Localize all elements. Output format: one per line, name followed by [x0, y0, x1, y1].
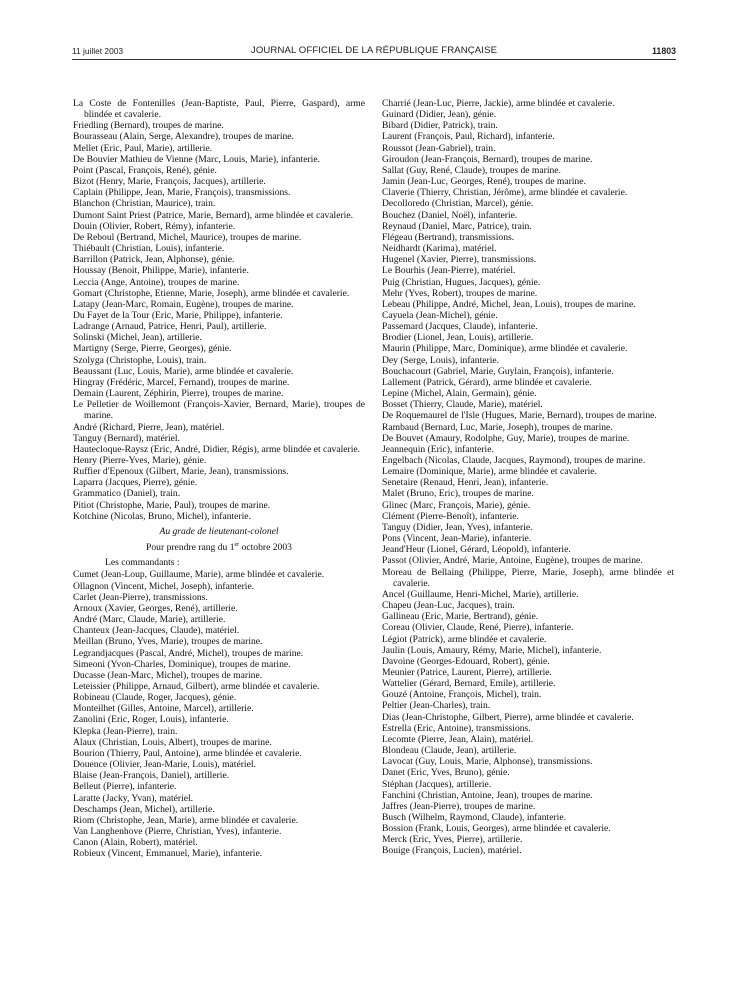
list-item: Meillan (Bruno, Yves, Marie), troupes de marine. [73, 636, 263, 648]
list-item: Bouchez (Daniel, Noël), infanterie. [382, 209, 518, 221]
list-item: Belleut (Pierre), infanterie. [73, 781, 177, 793]
list-item: Robieux (Vincent, Emmanuel, Marie), infanterie. [73, 848, 263, 860]
list-item: Legrandjacques (Pascal, André, Michel), troupes de marine. [73, 647, 304, 659]
list-item: Houssay (Benoit, Philippe, Marie), infanterie. [73, 265, 249, 277]
list-item: Point (Pascal, François, René), génie. [73, 164, 217, 176]
list-item: Mehr (Yves, Robert), troupes de marine. [382, 287, 538, 299]
list-item: Cayuela (Jean-Michel), génie. [382, 309, 498, 321]
header-rule [72, 59, 676, 60]
list-item: Chanteux (Jean-Jacques, Claude), matériel. [73, 625, 240, 637]
list-item: Klepka (Jean-Pierre), train. [73, 725, 178, 737]
list-item: Leteissier (Philippe, Arnaud, Gilbert), arme blindée et cavalerie. [73, 680, 320, 692]
list-item: Tanguy (Bernard), matériel. [73, 432, 180, 444]
list-item: Alaux (Christian, Louis, Albert), troupes de marine. [73, 736, 272, 748]
list-item: Lavocat (Guy, Louis, Marie, Alphonse), transmissions. [382, 756, 593, 768]
list-item: Passot (Olivier, André, Marie, Antoine, Eugène), troupes de marine. [382, 555, 643, 567]
list-item: Engelbach (Nicolas, Claude, Jacques, Raymond), troupes de marine. [382, 455, 646, 466]
list-item: Roussot (Jean-Gabriel), train. [382, 142, 496, 154]
list-item: Coreau (Olivier, Claude, René, Pierre), infanterie. [382, 622, 574, 634]
list-item: Senetaire (Renaud, Henri, Jean), infanterie. [382, 477, 549, 489]
list-item: Gouzé (Antoine, François, Michel), train. [382, 689, 542, 701]
list-item: Caplain (Philippe, Jean, Marie, François), transmissions. [73, 187, 291, 199]
list-item: Jeannequin (Eric), infanterie. [382, 443, 494, 455]
section-date [73, 542, 365, 553]
list-item: Bosset (Thierry, Claude, Marie), matériel. [382, 399, 543, 411]
list-item: Jamin (Jean-Luc, Georges, René), troupes de marine. [382, 176, 586, 188]
list-item: Ladrange (Arnaud, Patrice, Henri, Paul), artillerie. [73, 321, 267, 333]
list-item: Leccia (Ange, Antoine), troupes de marine. [73, 276, 240, 288]
list-item: Guinard (Didier, Jean), génie. [382, 109, 497, 121]
list-item: Demain (Laurent, Zéphirin, Pierre), troupes de marine. [73, 388, 284, 400]
section-group-label: Les commandants : [105, 557, 180, 569]
list-item: Stéphan (Jacques), artillerie. [382, 778, 492, 790]
list-item: De Reboul (Bertrand, Michel, Maurice), troupes de marine. [73, 231, 302, 243]
list-item: Bibard (Didier, Patrick), train. [382, 120, 498, 132]
section-date-suffix: octobre 2003 [239, 542, 292, 554]
list-item: Friedling (Bernard), troupes de marine. [73, 120, 224, 132]
list-item: Claverie (Thierry, Christian, Jérôme), arme blindée et cavalerie. [382, 187, 628, 199]
list-item: Passemard (Jacques, Claude), infanterie. [382, 321, 538, 333]
list-item: Tanguy (Didier, Jean, Yves), infanterie. [382, 521, 533, 533]
list-item: André (Marc, Claude, Marie), artillerie. [73, 614, 226, 626]
journal-title: JOURNAL OFFICIEL DE LA RÉPUBLIQUE FRANÇAISE [250, 45, 498, 56]
list-item: Merck (Eric, Yves, Pierre), artillerie. [382, 834, 523, 846]
list-item: Riom (Christophe, Jean, Marie), arme blindée et cavalerie. [73, 814, 299, 826]
list-item: Busch (Wilhelm, Raymond, Claude), infanterie. [382, 812, 566, 823]
list-item: Canon (Alain, Robert), matériel. [73, 837, 198, 849]
list-item: Pitiot (Christophe, Marie, Paul), troupes de marine. [73, 499, 271, 511]
list-item: Deschamps (Jean, Michel), artillerie. [73, 803, 215, 815]
list-item: Solinski (Michel, Jean), artillerie. [73, 332, 202, 344]
list-item: Lebeau (Philippe, André, Michel, Jean, Louis), troupes de marine. [382, 298, 636, 310]
list-item: Giroudon (Jean-François, Bernard), troupes de marine. [382, 153, 593, 165]
section-date-prefix: Pour prendre rang du 1 [146, 542, 235, 554]
list-item: Reynaud (Daniel, Marc, Patrice), train. [382, 220, 532, 232]
list-item: André (Richard, Pierre, Jean), matériel. [73, 421, 225, 433]
list-item: Ducasse (Jean-Marc, Michel), troupes de marine. [73, 669, 263, 681]
list-item: Latapy (Jean-Marc, Romain, Eugène), troupes de marine. [73, 298, 294, 310]
list-item: Grammatico (Daniel), train. [73, 488, 181, 500]
list-item: Jeand'Heur (Lionel, Gérard, Léopold), infanterie. [382, 544, 571, 556]
list-item: Du Fayet de la Tour (Eric, Marie, Philippe), infanterie. [73, 309, 283, 321]
list-item: Lemaire (Dominique, Marie), arme blindée et cavalerie. [382, 466, 597, 478]
list-item: Glinec (Marc, François, Marie), génie. [382, 499, 531, 511]
list-item: Lecomte (Pierre, Jean, Alain), matériel. [382, 733, 534, 745]
section-date-sup: er [234, 541, 240, 548]
list-item: Jaulin (Louis, Amaury, Rémy, Marie, Michel), infanterie. [382, 644, 602, 656]
list-item: Ancel (Guillaume, Henri-Michel, Marie), artillerie. [382, 588, 579, 600]
list-item: La Coste de Fontenilles (Jean-Baptiste, Paul, Pierre, Gaspard), arme blindée et cavalerie. [73, 98, 365, 121]
list-item: Le Bourhis (Jean-Pierre), matériel. [382, 265, 516, 277]
list-item: Arnoux (Xavier, Georges, René), artillerie. [73, 602, 238, 614]
list-item: Robineau (Claude, Roger, Jacques), génie. [73, 692, 237, 704]
list-item: Szolyga (Christophe, Louis), train. [73, 354, 207, 366]
list-item: Henry (Pierre-Yves, Marie), génie. [73, 455, 207, 466]
list-item: Ollagnon (Vincent, Michel, Joseph), infanterie. [73, 580, 255, 592]
list-item: Decolloredo (Christian, Marcel), génie. [382, 198, 534, 210]
header-date: 11 juillet 2003 [72, 46, 124, 56]
list-item: Laparra (Jacques, Pierre), génie. [73, 477, 198, 489]
list-item: Gomart (Christophe, Etienne, Marie, Joseph), arme blindée et cavalerie. [73, 287, 350, 299]
list-item: Simeoni (Yvon-Charles, Dominique), troupes de marine. [73, 658, 291, 670]
list-item: Légiot (Patrick), arme blindée et cavalerie. [382, 633, 547, 645]
list-item: Douin (Olivier, Robert, Rémy), infanterie. [73, 220, 236, 232]
list-item: Mellet (Eric, Paul, Marie), artillerie. [73, 142, 213, 154]
list-item: Cumet (Jean-Loup, Guillaume, Marie), arme blindée et cavalerie. [73, 569, 325, 581]
right-column [382, 98, 674, 857]
list-item: Sallat (Guy, René, Claude), troupes de marine. [382, 164, 561, 176]
section-title: Au grade de lieutenant-colonel [159, 525, 279, 537]
list-item: Dey (Serge, Louis), infanterie. [382, 354, 500, 366]
list-item: Monteilhet (Gilles, Antoine, Marcel), artillerie. [73, 703, 254, 715]
list-item: Bouchacourt (Gabriel, Marie, Guylain, François), infanterie. [382, 365, 614, 377]
list-item: Chapeu (Jean-Luc, Jacques), train. [382, 600, 515, 612]
list-item: Puig (Christian, Hugues, Jacques), génie. [382, 276, 541, 288]
list-item: Bossion (Frank, Louis, Georges), arme blindée et cavalerie. [382, 823, 611, 835]
list-item: Lepine (Michel, Alain, Germain), génie. [382, 388, 537, 400]
page-number: 11803 [652, 46, 676, 56]
list-item: Hingray (Frédéric, Marcel, Fernand), troupes de marine. [73, 376, 290, 388]
list-item: Brodier (Lionel, Jean, Louis), artillerie. [382, 332, 534, 344]
list-item: Maurin (Philippe, Marc, Dominique), arme blindée et cavalerie. [382, 343, 628, 355]
list-item: Davoine (Georges-Edouard, Robert), génie. [382, 655, 550, 667]
list-item: Martigny (Serge, Pierre, Georges), génie. [73, 343, 232, 355]
list-item: Ruffier d'Epenoux (Gilbert, Marie, Jean), transmissions. [73, 466, 289, 478]
list-item: Blondeau (Claude, Jean), artillerie. [382, 745, 517, 757]
list-item: Bouige (François, Lucien), matériel. [382, 845, 522, 857]
list-item: Carlet (Jean-Pierre), transmissions. [73, 591, 208, 603]
list-item: Barrillon (Patrick, Jean, Alphonse), génie. [73, 254, 235, 266]
list-item: Bourasseau (Alain, Serge, Alexandre), troupes de marine. [73, 131, 294, 143]
list-item: Wattelier (Gérard, Bernard, Emile), artillerie. [382, 678, 556, 690]
list-item: Danet (Eric, Yves, Bruno), génie. [382, 767, 510, 779]
list-item: Jaffres (Jean-Pierre), troupes de marine. [382, 800, 536, 812]
list-item: Flégeau (Bertrand), transmissions. [382, 231, 515, 243]
list-item: Dumont Saint Priest (Patrice, Marie, Bernard), arme blindée et cavalerie. [73, 209, 353, 221]
list-item: Le Pelletier de Woillemont (François-Xavier, Bernard, Marie), troupes de marine. [73, 399, 365, 422]
list-item: Neidhardt (Karima), matériel. [382, 243, 497, 255]
list-item: Thiébault (Christian, Louis), infanterie. [73, 243, 225, 255]
list-item: De Bouvier Mathieu de Vienne (Marc, Louis, Marie), infanterie. [73, 153, 321, 165]
list-item: Meunier (Patrice, Laurent, Pierre), artillerie. [382, 666, 552, 678]
list-item: Van Langhenhove (Pierre, Christian, Yves), infanterie. [73, 826, 282, 837]
list-item: Clément (Pierre-Benoît), infanterie. [382, 510, 519, 522]
list-item: Laratte (Jacky, Yvan), matériel. [73, 792, 194, 804]
list-item: Dias (Jean-Christophe, Gilbert, Pierre), arme blindée et cavalerie. [382, 711, 634, 723]
list-item: Estrella (Eric, Antoine), transmissions. [382, 722, 531, 734]
left-entries-list [73, 98, 365, 522]
list-item: De Bouvet (Amaury, Rodolphe, Guy, Marie), troupes de marine. [382, 432, 630, 444]
list-item: Kotchine (Nicolas, Bruno, Michel), infanterie. [73, 510, 251, 522]
list-item: Pons (Vincent, Jean-Marie), infanterie. [382, 533, 532, 545]
list-item: Douence (Olivier, Jean-Marie, Louis), matériel. [73, 759, 256, 771]
list-item: De Roquemaurel de l'Isle (Hugues, Marie, Bernard), troupes de marine. [382, 410, 657, 422]
list-item: Hugenel (Xavier, Pierre), transmissions. [382, 254, 537, 266]
list-item: Malet (Bruno, Eric), troupes de marine. [382, 488, 534, 500]
list-item: Gallineau (Eric, Marie, Bertrand), génie. [382, 611, 539, 623]
list-item: Charrié (Jean-Luc, Pierre, Jackie), arme blindée et cavalerie. [382, 98, 615, 109]
list-item: Lallement (Patrick, Gérard), arme blindée et cavalerie. [382, 376, 592, 388]
list-item: Bizot (Henry, Marie, François, Jacques), artillerie. [73, 176, 266, 188]
list-item: Blaise (Jean-François, Daniel), artillerie. [73, 770, 230, 782]
list-item: Beaussant (Luc, Louis, Marie), arme blindée et cavalerie. [73, 365, 294, 377]
right-entries-list [382, 98, 674, 857]
list-item: Bourion (Thierry, Paul, Antoine), arme blindée et cavalerie. [73, 747, 302, 759]
list-item: Blanchon (Christian, Maurice), train. [73, 198, 216, 210]
list-item: Rambaud (Bernard, Luc, Marie, Joseph), troupes de marine. [382, 421, 613, 433]
page-header [72, 44, 676, 58]
list-item: Zanolini (Eric, Roger, Louis), infanterie. [73, 714, 229, 726]
list-item: Fanchini (Christian, Antoine, Jean), troupes de marine. [382, 789, 593, 801]
left-column [73, 98, 365, 859]
list-item: Moreau de Bellaing (Philippe, Pierre, Marie, Joseph), arme blindée et cavalerie. [382, 566, 674, 589]
left-entries-after-list [73, 569, 365, 859]
list-item: Hautecloque-Raysz (Eric, André, Didier, Régis), arme blindée et cavalerie. [73, 443, 361, 455]
list-item: Laurent (François, Paul, Richard), infanterie. [382, 131, 555, 143]
list-item: Peltier (Jean-Charles), train. [382, 700, 491, 712]
